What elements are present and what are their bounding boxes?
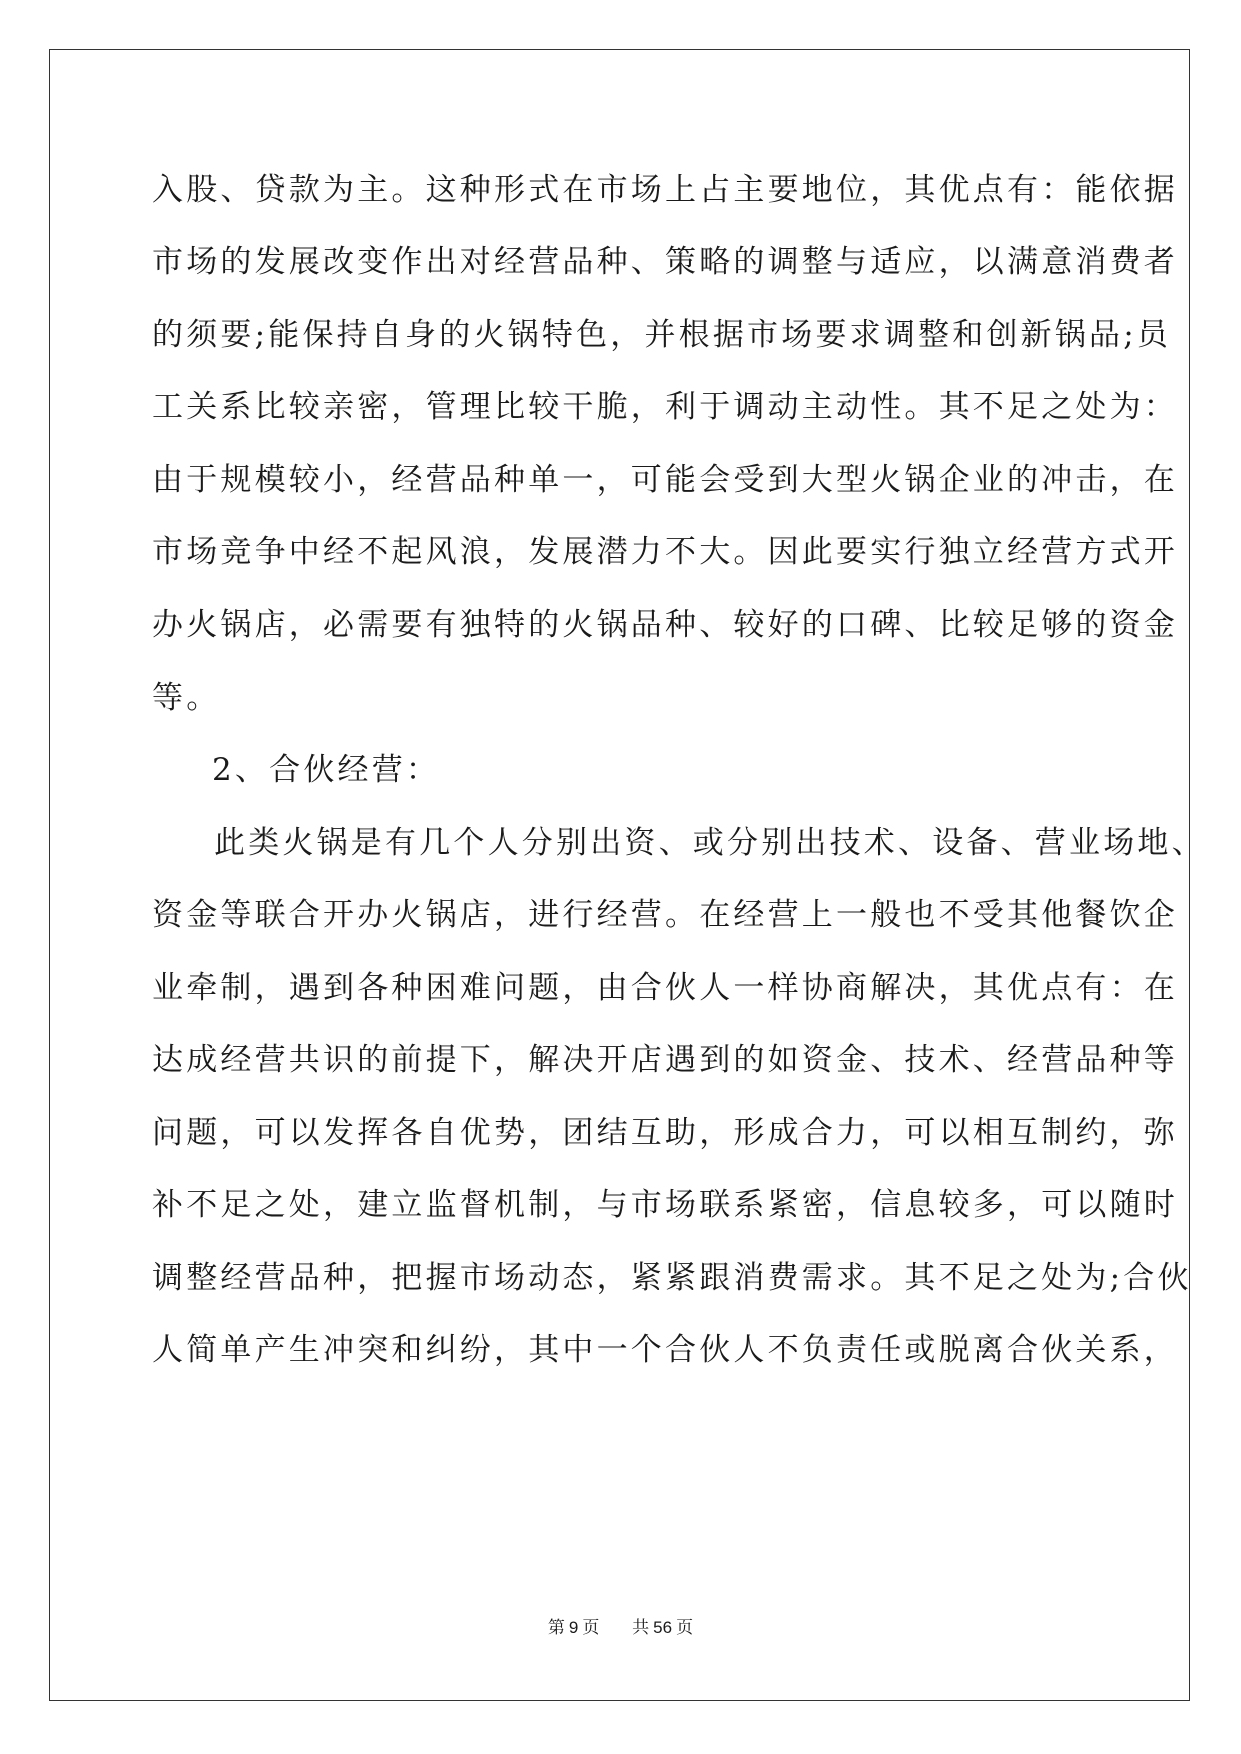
paragraph-line: 问题，可以发挥各自优势，团结互助，形成合力，可以相互制约，弥 (152, 1115, 1178, 1151)
paragraph-line: 补不足之处，建立监督机制，与市场联系紧密，信息较多，可以随时 (152, 1187, 1178, 1223)
page-number (548, 1618, 599, 1638)
paragraph-line: 调整经营品种，把握市场动态，紧紧跟消费需求。其不足之处为;合伙 (152, 1260, 1192, 1296)
total-prefix: 共 (632, 1618, 650, 1638)
total-pages: 56 (653, 1618, 673, 1637)
page-suffix: 页 (582, 1618, 600, 1638)
page-footer (0, 1618, 1241, 1638)
paragraph-line: 办火锅店，必需要有独特的火锅品种、较好的口碑、比较足够的资金 (152, 607, 1178, 643)
current-page: 9 (568, 1618, 579, 1637)
paragraph-line: 资金等联合开办火锅店，进行经营。在经营上一般也不受其他餐饮企 (152, 897, 1178, 933)
paragraph-line: 由于规模较小，经营品种单一，可能会受到大型火锅企业的冲击，在 (152, 462, 1178, 498)
paragraph-line: 人简单产生冲突和纠纷，其中一个合伙人不负责任或脱离合伙关系， (152, 1332, 1178, 1368)
paragraph-line: 业牵制，遇到各种困难问题，由合伙人一样协商解决，其优点有：在 (152, 970, 1178, 1006)
page-border (49, 49, 1190, 1701)
paragraph-line: 达成经营共识的前提下，解决开店遇到的如资金、技术、经营品种等 (152, 1042, 1178, 1078)
paragraph-line: 入股、贷款为主。这种形式在市场上占主要地位，其优点有：能依据 (152, 172, 1178, 208)
total-suffix: 页 (676, 1618, 694, 1638)
section-heading: 2、合伙经营： (212, 752, 441, 788)
page-prefix: 第 (547, 1618, 565, 1638)
paragraph-line: 的须要;能保持自身的火锅特色，并根据市场要求调整和创新锅品;员 (152, 317, 1172, 353)
page-total (632, 1618, 693, 1638)
paragraph-line: 工关系比较亲密，管理比较干脆，利于调动主动性。其不足之处为： (152, 389, 1178, 425)
paragraph-line: 市场竞争中经不起风浪，发展潜力不大。因此要实行独立经营方式开 (152, 534, 1178, 570)
paragraph-line: 等。 (152, 680, 221, 716)
paragraph-line: 市场的发展改变作出对经营品种、策略的调整与适应，以满意消费者 (152, 244, 1178, 280)
paragraph-line: 此类火锅是有几个人分别出资、或分别出技术、设备、营业场地、 (214, 825, 1206, 861)
